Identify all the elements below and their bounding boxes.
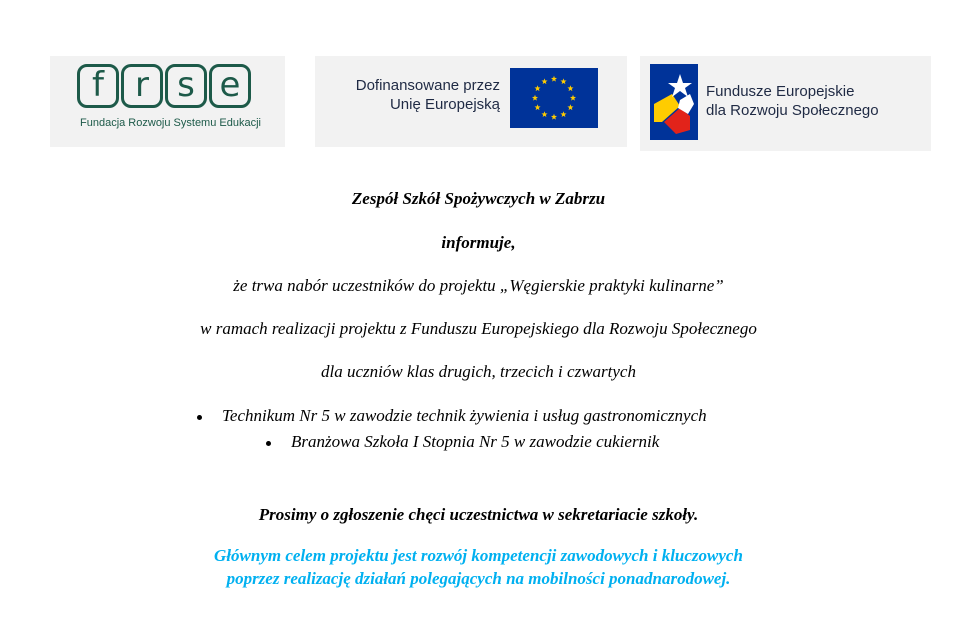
school-name: Zespół Szkół Spożywczych w Zabrzu (351, 189, 606, 208)
eu-flag-icon (510, 68, 598, 128)
frse-letter-s: s (165, 64, 207, 108)
goal-line-1: Głównym celem projektu jest rozwój kompetencji zawodowych i kluczowych (214, 546, 743, 565)
eu-cofunded-text (335, 76, 500, 114)
notice-line-3: dla uczniów klas drugich, trzecich i czwartych (321, 362, 636, 381)
eu-cofunded-logo (315, 56, 627, 147)
fe-star-flag-icon (650, 64, 698, 140)
bullet-icon (197, 415, 202, 420)
notice-line-2: w ramach realizacji projektu z Funduszu Europejskiego dla Rozwoju Społecznego (200, 319, 757, 338)
list-item: Branżowa Szkoła I Stopnia Nr 5 w zawodzie cukiernik (291, 432, 660, 451)
frse-letter-r: r (121, 64, 163, 108)
goal-line-2: poprzez realizację działań polegających na mobilności ponadnarodowej. (226, 569, 731, 588)
list-item: Technikum Nr 5 w zawodzie technik żywienia i usług gastronomicznych (222, 406, 707, 425)
notice-line-1: że trwa nabór uczestników do projektu „Węgierskie praktyki kulinarne” (233, 276, 724, 295)
frse-letter-e: e (209, 64, 251, 108)
fe-text (706, 82, 879, 120)
fe-text-line1: Fundusze Europejskie (706, 83, 855, 100)
bullet-icon (266, 441, 271, 446)
eu-text-line1: Dofinansowane przez (355, 77, 500, 94)
frse-subtitle: Fundacja Rozwoju Systemu Edukacji (80, 117, 261, 129)
fe-logo (640, 56, 931, 151)
frse-wordmark (77, 64, 267, 112)
frse-logo (50, 56, 285, 147)
request-text: Prosimy o zgłoszenie chęci uczestnictwa w sekretariacie szkoły. (258, 505, 699, 524)
frse-letter-f: f (77, 64, 119, 108)
eu-text-line2: Unię Europejską (389, 96, 500, 113)
fe-text-line2: dla Rozwoju Społecznego (706, 102, 879, 119)
informs-text: informuje, (441, 233, 516, 252)
